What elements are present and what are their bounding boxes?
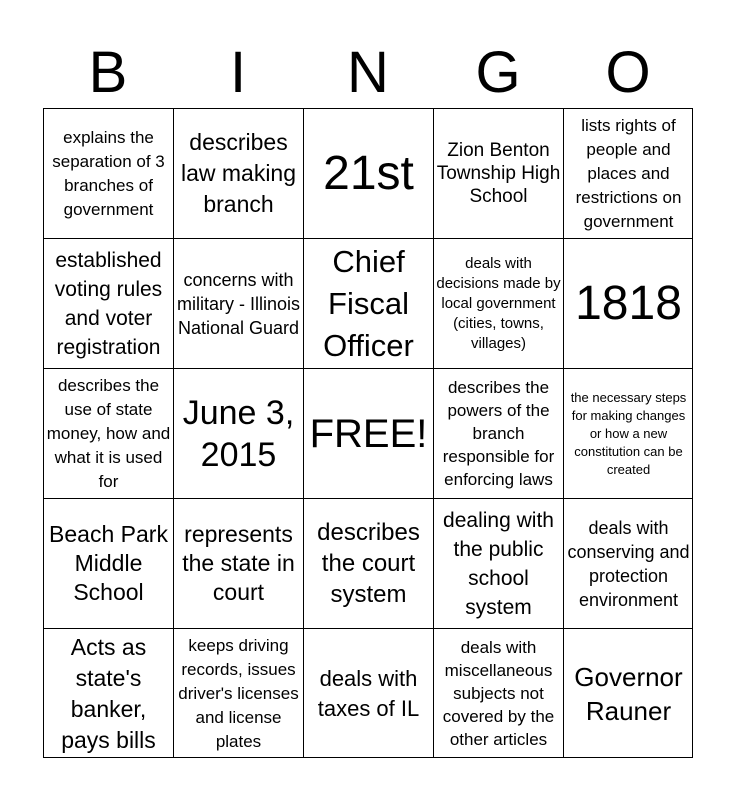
cell-text: deals with miscellaneous subjects not covered by the other articles xyxy=(442,638,555,749)
header-letter-i: I xyxy=(229,40,247,105)
bingo-cell[interactable] xyxy=(563,368,693,498)
cell-text: describes the court system xyxy=(317,519,420,608)
bingo-cell[interactable] xyxy=(43,498,173,628)
cell-text: June 3, 2015 xyxy=(182,393,295,474)
bingo-cell[interactable] xyxy=(43,628,173,758)
cell-text: concerns with military - Illinois National Guard xyxy=(176,269,300,338)
cell-text: deals with decisions made by local government (cities, towns, villages) xyxy=(436,254,561,352)
cell-text: Beach Park Middle School xyxy=(49,521,168,605)
cell-text: 1818 xyxy=(575,276,682,330)
cell-text: describes law making branch xyxy=(180,129,297,217)
cell-text: Chief Fiscal Officer xyxy=(323,243,414,363)
bingo-cell[interactable] xyxy=(173,628,303,758)
cell-text: lists rights of people and places and restrictions on government xyxy=(575,115,682,231)
bingo-cell[interactable] xyxy=(563,108,693,238)
bingo-header xyxy=(43,38,693,108)
cell-text: deals with taxes of IL xyxy=(317,665,420,721)
bingo-cell[interactable] xyxy=(173,498,303,628)
bingo-cell[interactable] xyxy=(433,498,563,628)
bingo-cell[interactable] xyxy=(43,108,173,238)
bingo-cell[interactable] xyxy=(433,628,563,758)
bingo-cell[interactable] xyxy=(303,108,433,238)
bingo-cell[interactable] xyxy=(43,368,173,498)
bingo-cell[interactable] xyxy=(43,238,173,368)
cell-text: Governor Rauner xyxy=(574,661,683,726)
cell-text: established voting rules and voter registration xyxy=(54,248,163,359)
cell-text: describes the powers of the branch responsible for enforcing laws xyxy=(442,378,555,489)
header-letter-n: N xyxy=(347,40,389,105)
bingo-cell[interactable] xyxy=(173,238,303,368)
bingo-cell[interactable] xyxy=(173,108,303,238)
header-letter-o: O xyxy=(605,40,651,105)
bingo-board xyxy=(43,108,693,758)
cell-text: FREE! xyxy=(309,411,428,456)
header-letter-g: G xyxy=(475,40,521,105)
bingo-cell[interactable] xyxy=(433,238,563,368)
bingo-cell[interactable] xyxy=(303,238,433,368)
bingo-cell[interactable] xyxy=(173,368,303,498)
bingo-cell[interactable] xyxy=(303,628,433,758)
bingo-cell[interactable] xyxy=(563,238,693,368)
free-space[interactable] xyxy=(303,368,433,498)
cell-text: 21st xyxy=(323,146,414,200)
cell-text: represents the state in court xyxy=(182,521,295,605)
cell-text: dealing with the public school system xyxy=(443,508,554,619)
cell-text: Zion Benton Township High School xyxy=(436,140,561,207)
cell-text: describes the use of state money, how and what it is used for xyxy=(46,375,171,491)
cell-text: Acts as state's banker, pays bills xyxy=(61,633,156,753)
header-letter-b: B xyxy=(88,40,128,105)
cell-text: the necessary steps for making changes or how a new constitution can be created xyxy=(570,389,687,477)
bingo-cell[interactable] xyxy=(433,368,563,498)
cell-text: deals with conserving and protection environment xyxy=(567,517,690,610)
bingo-cell[interactable] xyxy=(433,108,563,238)
cell-text: keeps driving records, issues driver's licenses and license plates xyxy=(178,635,299,751)
bingo-cell[interactable] xyxy=(303,498,433,628)
cell-text: explains the separation of 3 branches of government xyxy=(52,127,165,219)
bingo-cell[interactable] xyxy=(563,628,693,758)
bingo-cell[interactable] xyxy=(563,498,693,628)
